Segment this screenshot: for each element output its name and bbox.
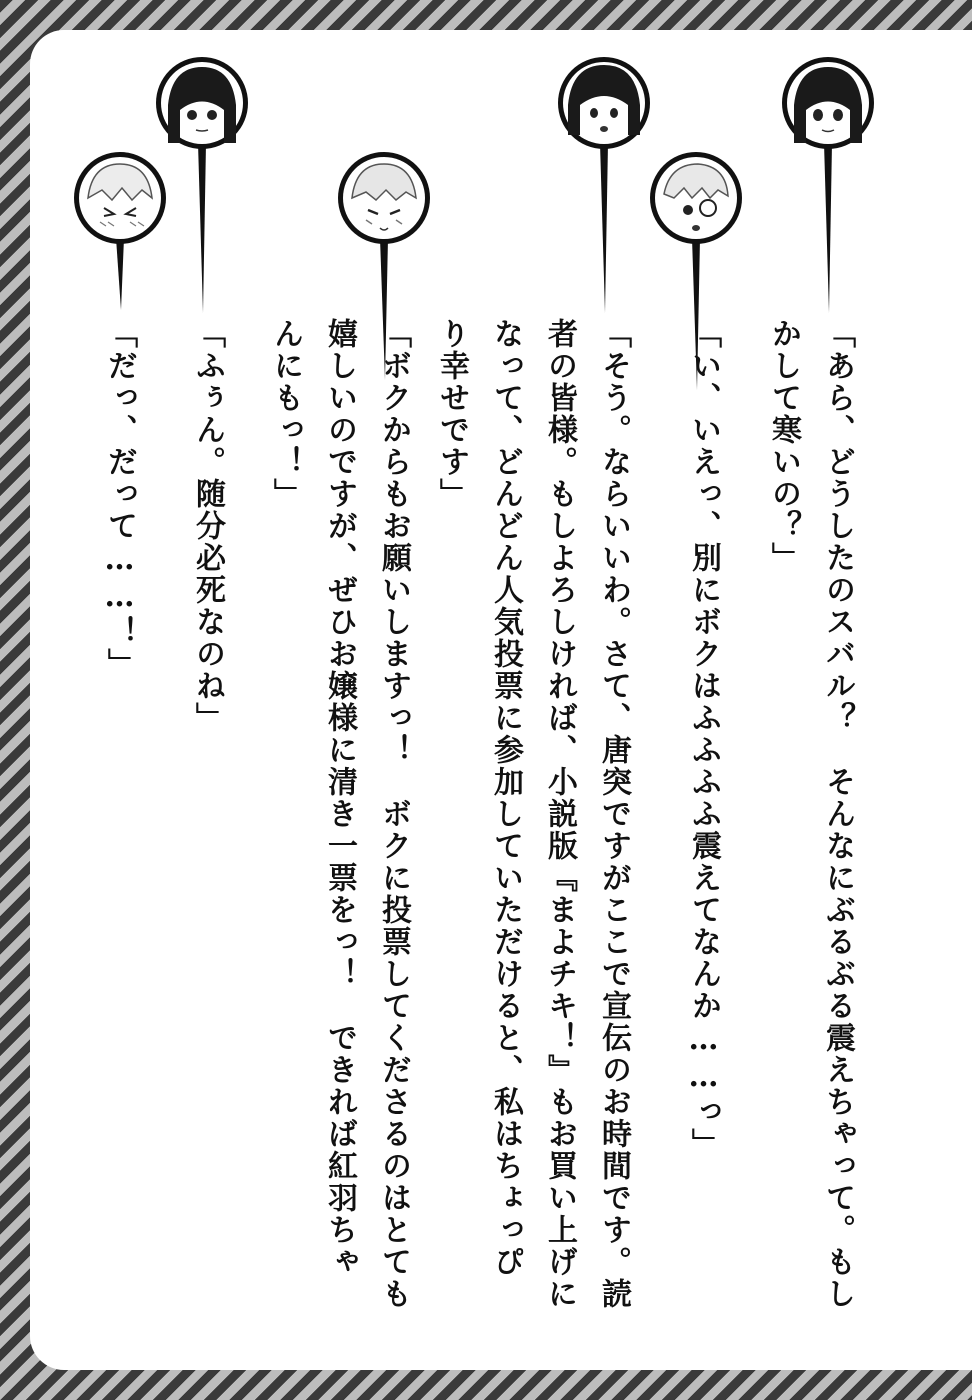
dialogue-line-4: 「ボクからもお願いしますっ！ ボクに投票してくださるのはとても 嬉しいのですが、ぜひお嬢様に清き一票をっ！ できれば紅羽ちゃ んにもっ！」 xyxy=(268,318,411,1310)
dialogue-line-6: 「だっ、だって……！」 xyxy=(102,318,137,680)
girl-long-hair-icon xyxy=(556,55,652,315)
dialogue-line-5: 「ふぅん。随分必死なのね」 xyxy=(190,318,225,734)
speaker-3-avatar xyxy=(556,55,652,315)
girl-long-hair-icon xyxy=(780,55,876,315)
girl-long-hair-icon xyxy=(154,55,250,315)
dialogue-line-3: 「そう。ならいいわ。さて、唐突ですがここで宣伝のお時間です。読 者の皆様。もしよろしければ、小説版『まよチキ！』もお買い上げに なって、どんどん人気投票に参加していただけると、私はちょっぴ り幸せです」 xyxy=(434,318,631,1310)
dialogue-line-1: 「あら、どうしたのスバル？ そんなにぶるぶる震えちゃって。もし かして寒いの？」 xyxy=(766,318,855,1310)
speaker-5-avatar xyxy=(154,55,250,315)
dialogue-line-2: 「い、いえっ、別にボクはふふふふ震えてなんか……っ」 xyxy=(686,318,721,1160)
speaker-1-avatar xyxy=(780,55,876,315)
